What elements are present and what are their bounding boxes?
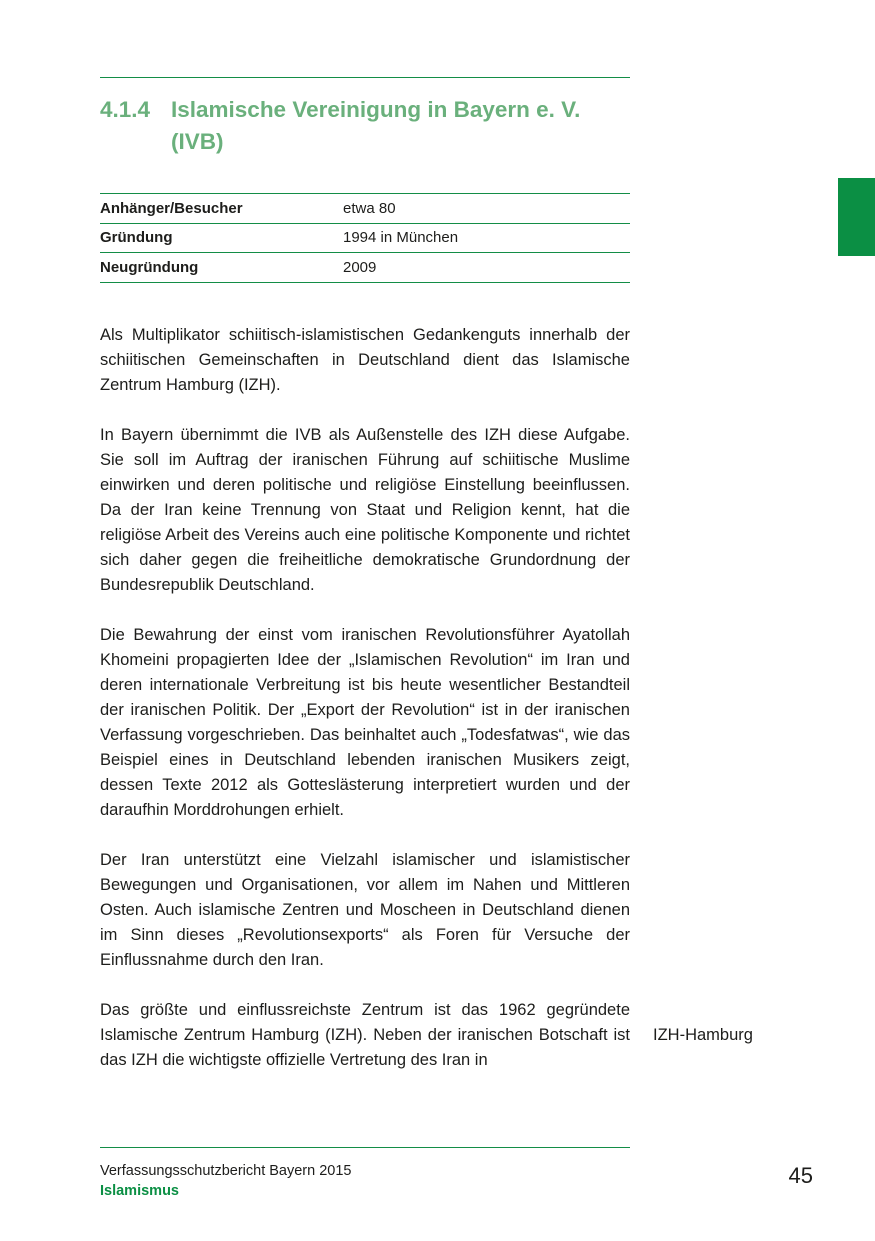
paragraph: Die Bewahrung der einst vom iranischen Revolutionsführer Ayatollah Khomeini propagierten Idee der „Islamischen Revolution“ im Iran und deren internationale Verbreitung ist bis heute wesentlicher Bestandteil der iranischen Politik. Der „Export der Revolution“ ist in der iranischen Verfassung vorgeschrieben. Das beinhaltet auch „Todesfatwas“, wie das Beispiel eines in Deutschland lebenden iranischen Musikers zeigt, dessen Texte 2012 als Gotteslästerung interpretiert wurden und der daraufhin Morddrohungen erhielt. — [100, 626, 630, 819]
chapter-tab-marker — [838, 178, 875, 256]
facts-row — [100, 224, 630, 254]
fact-label: Neugründung — [100, 258, 199, 276]
paragraph: In Bayern übernimmt die IVB als Außenstelle des IZH diese Aufgabe. Sie soll im Auftrag der iranischen Führung auf schiitische Muslime einwirken und deren politische und religiöse Einstellung beeinflussen. Da der Iran keine Trennung von Staat und Religion kennt, hat die religiöse Arbeit des Vereins auch eine politische Komponente und richtet sich daher gegen die freiheitliche demokratische Grundordnung der Bundesrepublik Deutschland. — [100, 426, 630, 594]
fact-label: Gründung — [100, 229, 173, 247]
footer-report-title: Verfassungsschutzbericht Bayern 2015 — [100, 1163, 352, 1179]
paragraph: Der Iran unterstützt eine Vielzahl islamischer und islamistischer Bewegungen und Organisationen, vor allem im Nahen und Mittleren Osten. Auch islamische Zentren und Moscheen in Deutschland dienen im Sinn dieses „Revolutionsexports“ als Foren für Versuche der Einflussnahme durch den Iran. — [100, 851, 630, 969]
fact-label: Anhänger/Besucher — [100, 199, 243, 217]
paragraph: Als Multiplikator schiitisch-islamistischen Gedankenguts innerhalb der schiitischen Gemeinschaften in Deutschland dient das Islamische Zentrum Hamburg (IZH). — [100, 326, 630, 394]
facts-table — [100, 193, 630, 283]
page-number: 45 — [788, 1163, 813, 1188]
fact-value: 1994 in München — [343, 229, 459, 247]
fact-value: etwa 80 — [343, 199, 396, 217]
facts-row — [100, 194, 630, 224]
section-heading — [100, 94, 630, 158]
footer-section-name: Islamismus — [100, 1183, 179, 1199]
paragraph: Das größte und einflussreichste Zentrum ist das 1962 gegründete Islamische Zentrum Hamburg (IZH). Neben der iranischen Botschaft ist das IZH die wichtigste offizielle Vertretung des Iran in — [100, 1001, 630, 1069]
fact-value: 2009 — [343, 258, 377, 276]
section-number: 4.1.4 — [100, 97, 151, 122]
margin-note: IZH-Hamburg — [653, 1026, 753, 1044]
top-rule — [100, 77, 630, 78]
body-text — [100, 323, 630, 1073]
section-title: Islamische Vereinigung in Bayern e. V. (IVB) — [171, 97, 581, 154]
facts-row — [100, 253, 630, 283]
footer-rule — [100, 1147, 630, 1148]
